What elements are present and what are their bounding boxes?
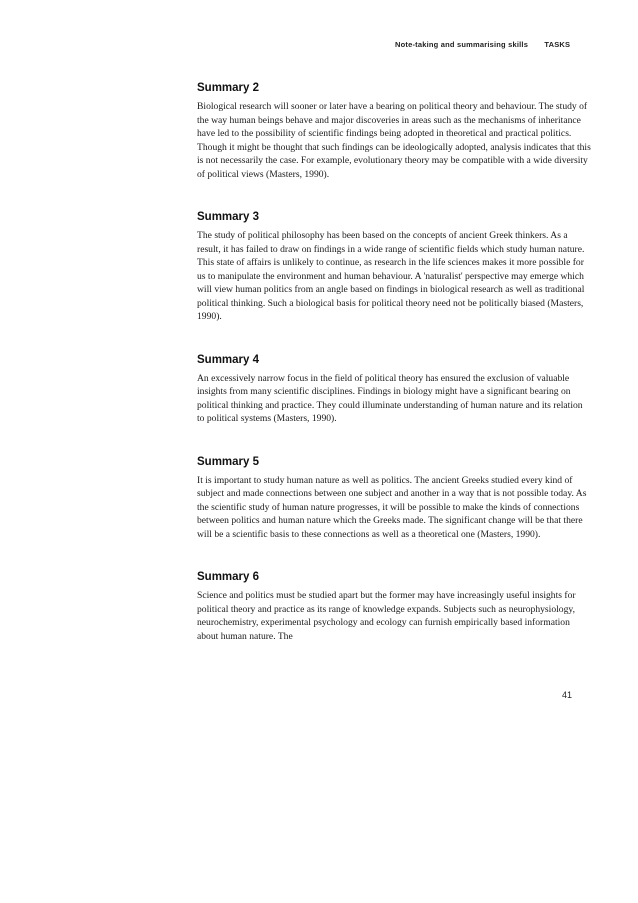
- summary-heading: Summary 5: [197, 455, 260, 468]
- summary-text: The study of political philosophy has been based on the concepts of ancient Greek thinkers. As a result, it has failed to draw on findings in a wide range of scientific fields which study human nature. This state of affairs is unlikely to continue, as research in the life sciences makes it more possible for us to manipulate the environment and human behaviour. A 'naturalist' perspective may emerge which will view human politics from an angle based on findings in biological research as well as traditional political thinking. Such a biological basis for political theory need not be politically biased (Masters, 1990).: [197, 230, 585, 322]
- summary-3: [197, 211, 592, 324]
- summary-4: [197, 354, 592, 426]
- summary-text: It is important to study human nature as well as politics. The ancient Greeks studied every kind of subject and made connections between one subject and another in a way that is not possible today. As the scientific study of human nature progresses, it will be possible to make the kinds of connections between politics and human nature which the Greeks made. The significant change will be that there will be a scientific basis to these connections as well as a theoretical one (Masters, 1990).: [197, 474, 587, 540]
- summary-heading: Summary 2: [197, 82, 260, 94]
- running-header: [395, 40, 630, 49]
- summary-2: [197, 82, 592, 181]
- summary-heading: Summary 4: [197, 353, 260, 366]
- summary-5: [197, 456, 592, 542]
- page-number: 41: [562, 690, 573, 700]
- summary-heading: Summary 6: [197, 571, 260, 583]
- summary-text: An excessively narrow focus in the field of political theory has ensured the exclusion of valuable insights from many scientific disciplines. Findings in biology might have a significant bearing on political thinking and practice. They could illuminate understanding of human nature and its relation to political systems (Masters, 1990).: [197, 372, 583, 424]
- summary-heading: Summary 3: [197, 211, 260, 223]
- header-tasks-label: TASKS: [544, 40, 571, 49]
- header-section-title: Note-taking and summarising skills: [395, 40, 529, 49]
- summary-text: Biological research will sooner or later have a bearing on political theory and behaviour. The study of the way human beings behave and major discoveries in areas such as the mechanisms of inheritance have led to the possibility of scientific findings being adopted in theoretical and practical politics. Though it might be thought that such findings can be ideologically adopted, analysis indicates that this is not necessarily the case. For example, evolutionary theory may be compatible with a wide diversity of political views (Masters, 1990).: [197, 101, 591, 180]
- page-content: [197, 82, 592, 673]
- summary-text: Science and politics must be studied apart but the former may have increasingly useful insights for political theory and practice as its range of knowledge expands. Subjects such as neurophysiology, neurochemistry, experimental psychology and ecology can furnish empirically based information about human nature. The: [197, 590, 576, 642]
- summary-6: [197, 571, 592, 643]
